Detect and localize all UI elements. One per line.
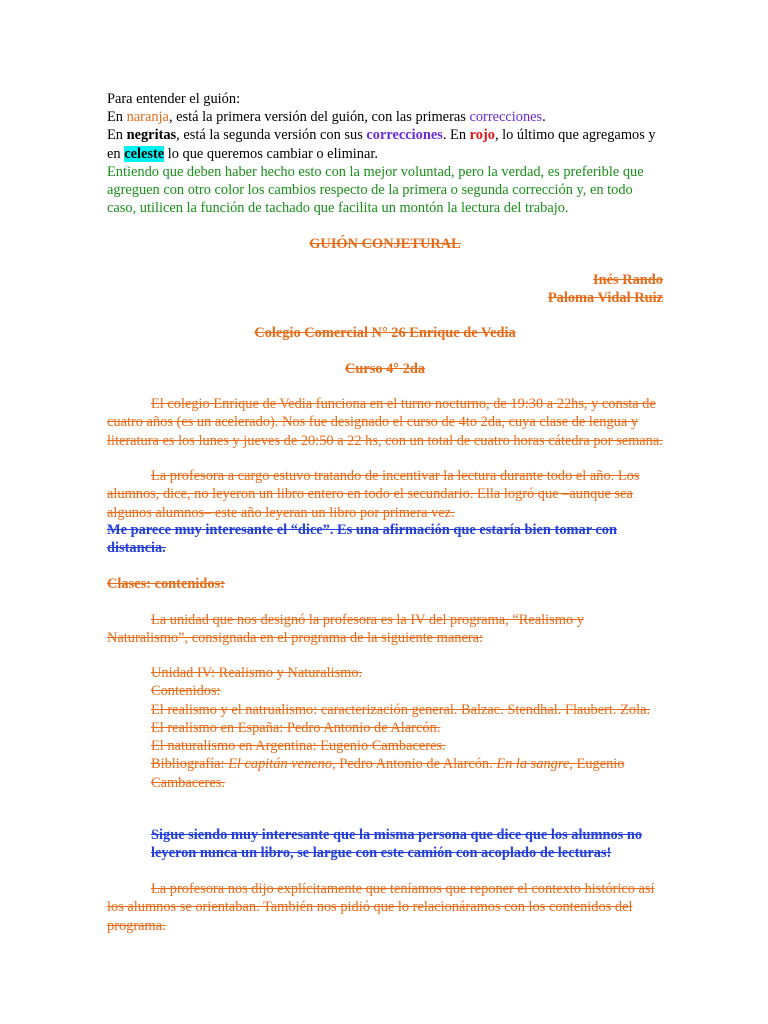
- paragraph-reading: La profesora a cargo estuvo tratando de incentivar la lectura durante todo el año. Los alumnos, dice, no leyeron un libro entero en todo el secundario. Ella logró que –aunque sea algunos alumnos– este año leyeran un libro por primera vez.: [107, 468, 640, 521]
- instructions-block: [107, 90, 663, 217]
- list-contents: Contenidos:: [151, 683, 221, 700]
- paragraph-context: La profesora nos dijo explícitamente que teníamos que reponer el contexto histórico así los alumnos se orientaban. También nos pidió que lo relacionáramos con los contenidos del programa.: [107, 881, 655, 934]
- school-name: Colegio Comercial N° 26 Enrique de Vedia: [254, 325, 516, 341]
- instructions-orange-line: En naranja, está la primera versión del guión, con las primeras correcciones.: [107, 109, 546, 126]
- author-1: Inés Rando: [593, 272, 663, 288]
- blue-comment-2: Sigue siendo muy interesante que la misma persona que dice que los alumnos no leyeron nunca un libro, se largue con este camión con acoplado de lecturas!: [151, 827, 643, 862]
- section-heading: Clases: contenidos:: [107, 576, 225, 592]
- list-item: El realismo y el natrualismo: caracterización general. Balzac. Stendhal. Flaubert. Zola.: [151, 701, 651, 718]
- green-comment: Entiendo que deben haber hecho esto con la mejor voluntad, pero la verdad, es preferible que agreguen con otro color los cambios respecto de la primera o segunda corrección y, en todo caso, utilicen la función de tachado que facilita un montón la lectura del trabajo.: [107, 163, 644, 217]
- instructions-heading: Para entender el guión:: [107, 91, 241, 107]
- list-bibliography: Bibliografía: El capitán veneno, Pedro Antonio de Alarcón. En la sangre, Eugenio Cambaceres.: [151, 756, 625, 791]
- list-item: El realismo en España: Pedro Antonio de Alarcón.: [151, 719, 441, 736]
- program-list: [151, 664, 657, 792]
- document-title: GUIÓN CONJETURAL: [309, 236, 461, 252]
- paragraph-unit: La unidad que nos designó la profesora es la IV del programa, “Realismo y Naturalismo”, consignada en el programa de la siguiente manera:: [107, 612, 584, 647]
- blue-comment-1: Me parece muy interesante el “dice”. Es una afirmación que estaría bien tomar con distancia.: [107, 522, 618, 557]
- paragraph-school-info: El colegio Enrique de Vedia funciona en el turno nocturno, de 19:30 a 22hs, y consta de cuatro años (es un acelerado). Nos fue designado el curso de 4to 2da, cuya clase de lengua y literatura es los lunes y jueves de 20:50 a 22 hs, con un total de cuatro horas cátedra por semana.: [107, 396, 663, 449]
- author-2: Paloma Vidal Ruiz: [547, 290, 663, 306]
- list-unit: Unidad IV: Realismo y Naturalismo.: [151, 665, 363, 681]
- instructions-bold-line: En negritas, está la segunda versión con sus correcciones. En rojo, lo último que agregamos y en celeste lo que queremos cambiar o eliminar.: [107, 127, 656, 162]
- course-name: Curso 4° 2da: [344, 361, 426, 377]
- list-item: El naturalismo en Argentina: Eugenio Cambaceres.: [151, 738, 446, 755]
